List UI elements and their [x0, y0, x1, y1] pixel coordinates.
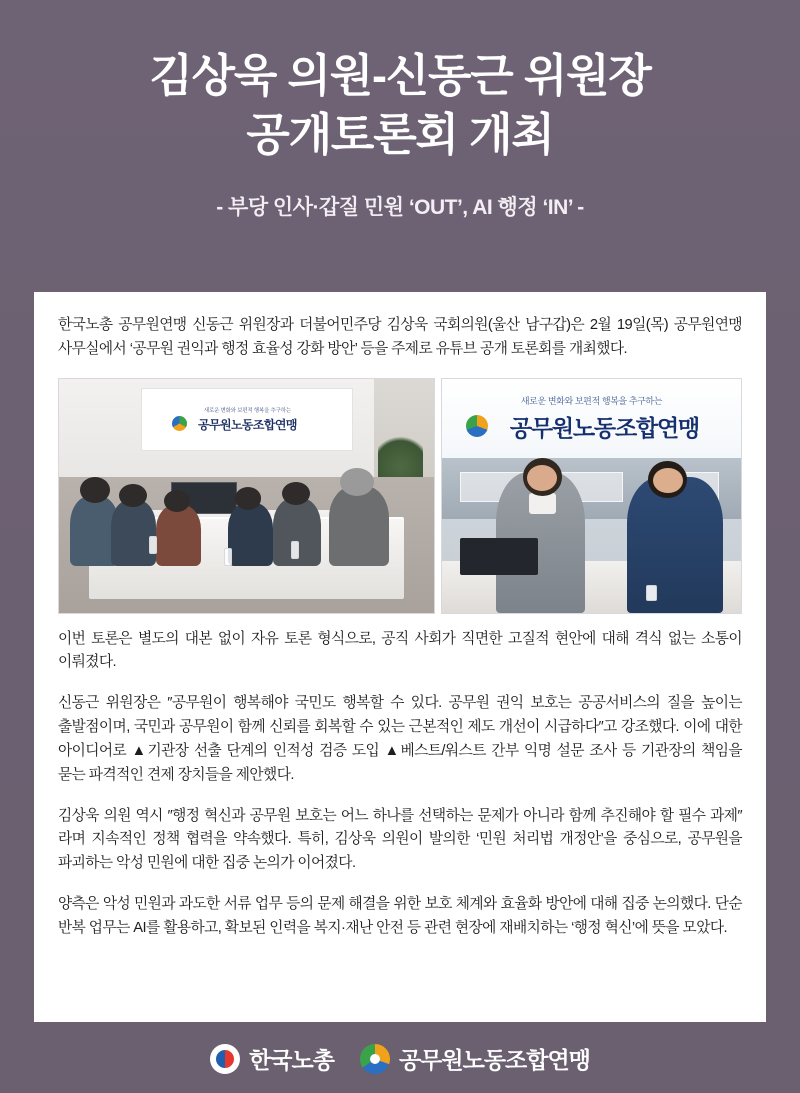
photo-participant-head: [282, 482, 310, 505]
photo-participant: [329, 486, 389, 566]
photo-row: [58, 378, 742, 614]
union-federation-logo-icon: [360, 1044, 390, 1074]
subtitle-wrap: [0, 191, 800, 221]
page-subtitle: - 부당 인사·갑질 민원 ‘OUT’, AI 행정 ‘IN’ -: [216, 195, 584, 219]
laptop: [460, 538, 538, 575]
paragraph-5: 양측은 악성 민원과 과도한 서류 업무 등의 문제 해결을 위한 보호 체계와 효율화 방안에 대해 집중 논의했다. 단순 반복 업무는 AI를 활용하고, 확보된 인력을 복지·재난 안전 등 관련 현장에 재배치하는 ‘행정 혁신’에 뜻을 모았다.: [58, 895, 742, 936]
footer-logo-union: [360, 1042, 590, 1075]
photo-participant: [156, 505, 201, 566]
photo-left-banner-main: 공무원노동조합연맹: [197, 417, 297, 432]
paragraph-3: 신동근 위원장은 ″공무원이 행복해야 국민도 행복할 수 있다. 공무원 권익 보호는 공공서비스의 질을 높이는 출발점이며, 국민과 공무원이 함께 신뢰를 회복할 수 있는 근본적인 제도 개선이 시급하다″고 강조했다. 이에 대한 아이디어로 ▲기관장 선출 단계의 인적성 검증 도입 ▲베스트/워스트 간부 익명 설문 조사 등 기관장의 책임을 묻는 파격적인 견제 장치들을 제안했다.: [58, 695, 742, 783]
banner-logo-icon: [466, 415, 488, 437]
photo-participant-head: [340, 468, 374, 496]
photo-right-banner-top: 새로운 변화와 보편적 행복을 추구하는: [520, 395, 662, 406]
title-line-2: 공개토론회 개최: [246, 109, 554, 161]
photo-participant-head: [164, 490, 190, 512]
speaker-right-face: [653, 468, 683, 494]
title-line-1: 김상욱 의원-신동근 위원장: [149, 50, 651, 101]
speaker-right-body: [627, 477, 723, 613]
content-card: [34, 292, 766, 1022]
page-title: [40, 46, 760, 165]
footer-logo-kctu-label: 한국노총: [249, 1047, 334, 1073]
paragraph-1: 한국노총 공무원연맹 신동근 위원장과 더불어민주당 김상욱 국회의원(울산 남구갑)은 2월 19일(목) 공무원연맹 사무실에서 ‘공무원 권익과 행정 효율성 강화 방안’ 등을 주제로 유튜브 공개 토론회를 개최했다.: [58, 317, 742, 357]
photo-participant: [228, 503, 273, 566]
photo-participant-head: [80, 477, 110, 503]
footer-logos: [0, 1042, 800, 1075]
kctu-logo-icon: [210, 1044, 240, 1074]
photo-speakers: [441, 378, 742, 614]
poster-header: [0, 0, 800, 221]
water-bottle: [291, 541, 299, 559]
paragraph-4: 김상욱 의원 역시 ″행정 혁신과 공무원 보호는 어느 하나를 선택하는 문제가 아니라 함께 추진해야 할 필수 과제″라며 지속적인 정책 협력을 약속했다. 특히, 김상욱 의원이 발의한 ‘민원 처리법 개정안’을 중심으로, 공무원을 파괴하는 악성 민원에 대한 집중 논의가 이어졌다.: [58, 807, 742, 872]
banner-logo-icon: [172, 416, 187, 431]
photo-roundtable: [58, 378, 435, 614]
photo-left-banner: [141, 388, 353, 451]
photo-right-banner-main: 공무원노동조합연맹: [509, 414, 700, 441]
paragraph-2: 이번 토론은 별도의 대본 없이 자유 토론 형식으로, 공직 사회가 직면한 고질적 현안에 대해 격식 없는 소통이 이뤄졌다.: [58, 630, 742, 671]
speaker-left-shirt: [529, 493, 556, 514]
cup: [646, 585, 657, 601]
footer-logo-kctu: [210, 1042, 334, 1075]
photo-participant: [111, 500, 156, 566]
photo-right-banner: [442, 379, 741, 459]
water-bottle: [224, 548, 232, 566]
footer-logo-union-label: 공무원노동조합연맹: [398, 1047, 590, 1073]
water-bottle: [149, 536, 157, 554]
photo-left-banner-top: 새로운 변화와 보편적 행복을 추구하는: [203, 407, 291, 414]
speaker-left-face: [527, 465, 557, 491]
photo-participant-head: [235, 487, 261, 509]
